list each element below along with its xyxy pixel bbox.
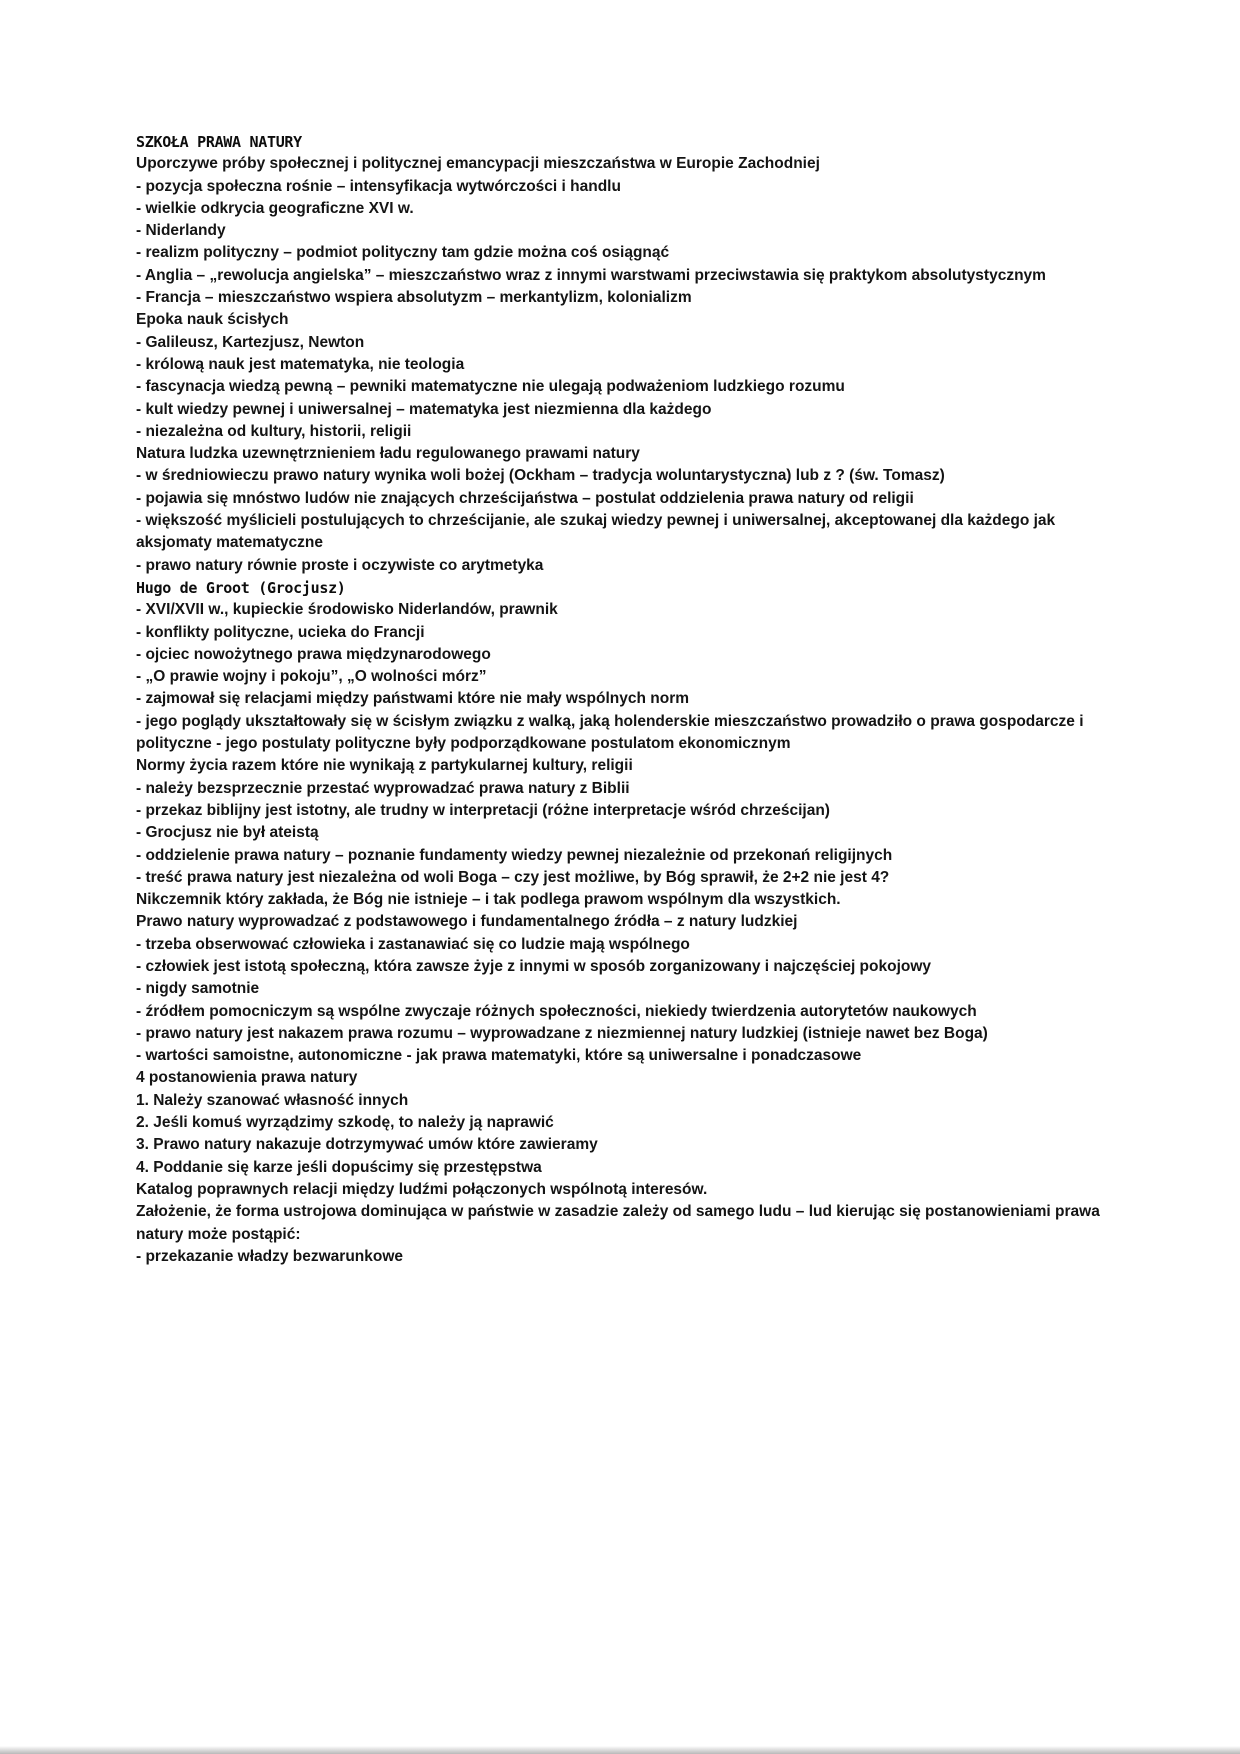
text-line: - królową nauk jest matematyka, nie teologia xyxy=(136,355,465,373)
text-line: - źródłem pomocniczym są wspólne zwyczaje różnych społeczności, niekiedy twierdzenia autorytetów naukowych xyxy=(136,1002,977,1020)
text-line: - fascynacja wiedzą pewną – pewniki matematyczne nie ulegają podważeniom ludzkiego rozumu xyxy=(136,378,845,396)
text-line: 4. Poddanie się karze jeśli dopuścimy się przestępstwa xyxy=(136,1158,542,1176)
text-line: 3. Prawo natury nakazuje dotrzymywać umów które zawieramy xyxy=(136,1136,598,1154)
text-line: Założenie, że forma ustrojowa dominująca w państwie w zasadzie zależy od samego ludu – lud kierując się postanowieniami prawa xyxy=(136,1203,1100,1221)
text-line: Normy życia razem które nie wynikają z partykularnej kultury, religii xyxy=(136,757,633,775)
document-content xyxy=(136,131,1106,1268)
text-line: - wielkie odkrycia geograficzne XVI w. xyxy=(136,199,414,217)
text-line: - wartości samoistne, autonomiczne - jak prawa matematyki, które są uniwersalne i ponadczasowe xyxy=(136,1047,862,1065)
text-line: - treść prawa natury jest niezależna od woli Boga – czy jest możliwe, by Bóg sprawił, że 2+2 nie jest 4? xyxy=(136,868,890,886)
text-line: - przekazanie władzy bezwarunkowe xyxy=(136,1247,404,1265)
section-heading: SZKOŁA PRAWA NATURY xyxy=(136,133,302,151)
text-line: - nigdy samotnie xyxy=(136,980,260,998)
text-line: - w średniowieczu prawo natury wynika woli bożej (Ockham – tradycja woluntarystyczna) lub z ? (św. Tomasz) xyxy=(136,467,945,485)
text-line: - przekaz biblijny jest istotny, ale trudny w interpretacji (różne interpretacje wśród chrześcijan) xyxy=(136,801,830,819)
text-line: - ojciec nowożytnego prawa międzynarodowego xyxy=(136,645,491,663)
text-line: - prawo natury równie proste i oczywiste co arytmetyka xyxy=(136,556,544,574)
text-line: - trzeba obserwować człowieka i zastanawiać się co ludzie mają wspólnego xyxy=(136,935,690,953)
text-line: Katalog poprawnych relacji między ludźmi połączonych wspólnotą interesów. xyxy=(136,1180,708,1198)
page-break-divider xyxy=(0,1746,1240,1754)
text-line: natury może postąpić: xyxy=(136,1225,301,1243)
text-line: Uporczywe próby społecznej i politycznej emancypacji mieszczaństwa w Europie Zachodniej xyxy=(136,155,820,173)
text-line: - niezależna od kultury, historii, religii xyxy=(136,422,412,440)
text-line: - jego poglądy ukształtowały się w ścisłym związku z walką, jaką holenderskie mieszczaństwo prowadziło o prawa gospodarcze i xyxy=(136,712,1084,730)
text-line: - zajmował się relacjami między państwami które nie mały wspólnych norm xyxy=(136,690,690,708)
text-line: 4 postanowienia prawa natury xyxy=(136,1069,358,1087)
text-line: polityczne - jego postulaty polityczne były podporządkowane postulatom ekonomicznym xyxy=(136,735,791,753)
text-line: - oddzielenie prawa natury – poznanie fundamenty wiedzy pewnej niezależnie od przekonań religijnych xyxy=(136,846,893,864)
text-line: Epoka nauk ścisłych xyxy=(136,311,289,329)
text-line: - Anglia – „rewolucja angielska” – mieszczaństwo wraz z innymi warstwami przeciwstawia się praktykom absolutystycznym xyxy=(136,266,1046,284)
text-line: - XVI/XVII w., kupieckie środowisko Niderlandów, prawnik xyxy=(136,601,558,619)
text-line: 1. Należy szanować własność innych xyxy=(136,1091,409,1109)
text-line: - Francja – mieszczaństwo wspiera absolutyzm – merkantylizm, kolonializm xyxy=(136,289,692,307)
text-line: - pojawia się mnóstwo ludów nie znających chrześcijaństwa – postulat oddzielenia prawa natury od religii xyxy=(136,489,914,507)
text-line: - konflikty polityczne, ucieka do Francji xyxy=(136,623,425,641)
text-line: Nikczemnik który zakłada, że Bóg nie istnieje – i tak podlega prawom wspólnym dla wszystkich. xyxy=(136,891,841,909)
text-line: - Galileusz, Kartezjusz, Newton xyxy=(136,333,365,351)
text-line: aksjomaty matematyczne xyxy=(136,534,323,552)
text-line: - „O prawie wojny i pokoju”, „O wolności mórz” xyxy=(136,668,487,686)
text-line: - kult wiedzy pewnej i uniwersalnej – matematyka jest niezmienna dla każdego xyxy=(136,400,712,418)
text-line: - pozycja społeczna rośnie – intensyfikacja wytwórczości i handlu xyxy=(136,177,621,195)
text-line: - Niderlandy xyxy=(136,222,226,240)
text-line: 2. Jeśli komuś wyrządzimy szkodę, to należy ją naprawić xyxy=(136,1114,554,1132)
text-line: - realizm polityczny – podmiot polityczny tam gdzie można coś osiągnąć xyxy=(136,244,670,262)
text-line: Prawo natury wyprowadzać z podstawowego i fundamentalnego źródła – z natury ludzkiej xyxy=(136,913,798,931)
text-line: - należy bezsprzecznie przestać wyprowadzać prawa natury z Biblii xyxy=(136,779,630,797)
text-line: Natura ludzka uzewnętrznieniem ładu regulowanego prawami natury xyxy=(136,445,640,463)
text-line: - prawo natury jest nakazem prawa rozumu – wyprowadzane z niezmiennej natury ludzkiej (istnieje nawet bez Boga) xyxy=(136,1024,988,1042)
section-heading: Hugo de Groot (Grocjusz) xyxy=(136,578,346,597)
text-line: - Grocjusz nie był ateistą xyxy=(136,824,319,842)
text-line: - człowiek jest istotą społeczną, która zawsze żyje z innymi w sposób zorganizowany i najczęściej pokojowy xyxy=(136,957,932,975)
text-line: - większość myślicieli postulujących to chrześcijanie, ale szukaj wiedzy pewnej i uniwersalnej, akceptowanej dla każdego jak xyxy=(136,512,1056,530)
